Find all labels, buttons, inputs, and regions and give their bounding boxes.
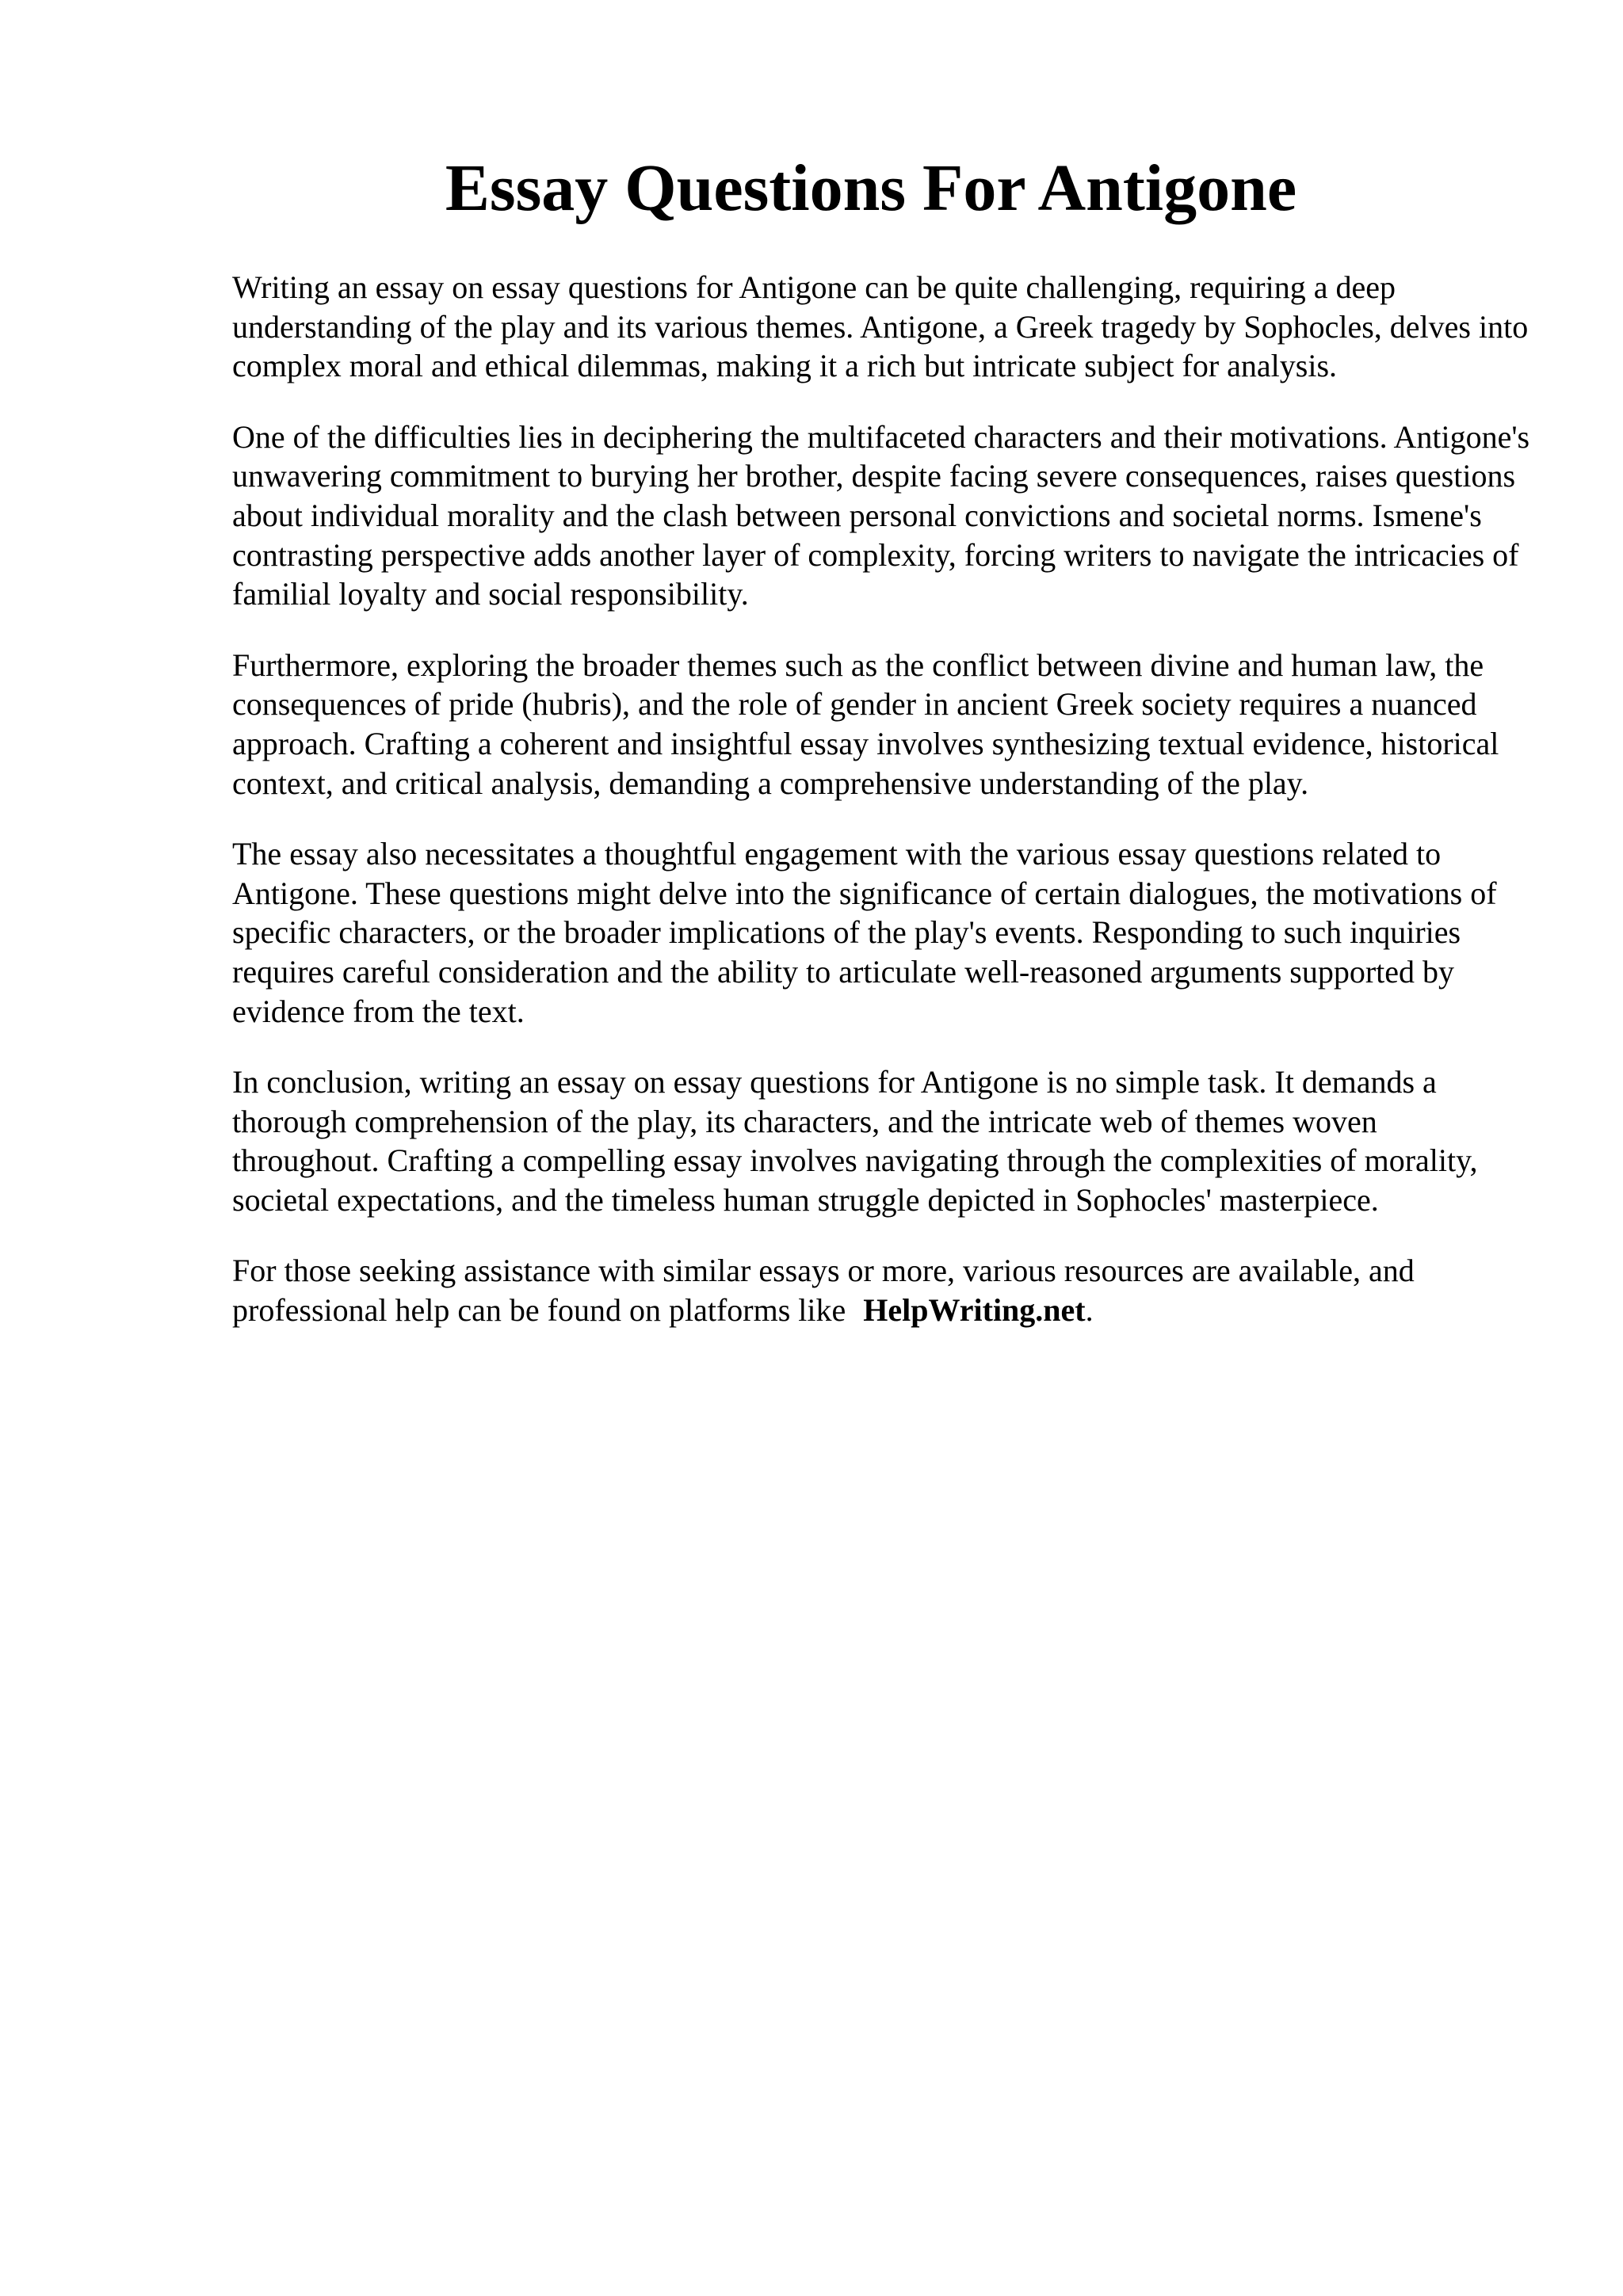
paragraph-1: Writing an essay on essay questions for Antigone can be quite challenging, requiring a deep understanding of the play and its various themes. Antigone, a Greek tragedy by Sophocles, delves into complex moral and ethical dilemmas, making it a rich but intricate subject for analysis. <box>232 269 1529 384</box>
page-title: Essay Questions For Antigone <box>445 151 1297 225</box>
paragraph-5: In conclusion, writing an essay on essay questions for Antigone is no simple task. It demands a thorough comprehension of the play, its characters, and the intricate web of themes woven throughout. Crafting a compelling essay involves navigating through the complexities of morality, societal expectations, and the timeless human struggle depicted in Sophocles' masterpiece. <box>232 1064 1478 1218</box>
title-wrapper <box>0 149 1623 228</box>
helpwriting-link[interactable]: HelpWriting.net <box>863 1292 1086 1329</box>
essay-body <box>232 268 1532 1362</box>
closing-paragraph <box>232 1251 1532 1329</box>
closing-period: . <box>1085 1292 1094 1329</box>
paragraph-3: Furthermore, exploring the broader themes such as the conflict between divine and human law, the consequences of pride (hubris), and the role of gender in ancient Greek society requires a nuanced approach. Crafting a coherent and insightful essay involves synthesizing textual evidence, historical context, and critical analysis, demanding a comprehensive understanding of the play. <box>232 646 1499 801</box>
closing-text: For those seeking assistance with similar essays or more, various resources are available, and professional help can be found on platforms like <box>232 1253 1415 1329</box>
paragraph-2: One of the difficulties lies in deciphering the multifaceted characters and their motivations. Antigone's unwavering commitment to burying her brother, despite facing severe consequences, raises questions about individual morality and the clash between personal convictions and societal norms. Ismene's contrasting perspective adds another layer of complexity, forcing writers to navigate the intricacies of familial loyalty and social responsibility. <box>232 418 1530 612</box>
paragraph-4: The essay also necessitates a thoughtful engagement with the various essay questions related to Antigone. These questions might delve into the significance of certain dialogues, the motivations of specific characters, or the broader implications of the play's events. Responding to such inquiries requires careful consideration and the ability to articulate well-reasoned arguments supported by evidence from the text. <box>232 836 1497 1029</box>
